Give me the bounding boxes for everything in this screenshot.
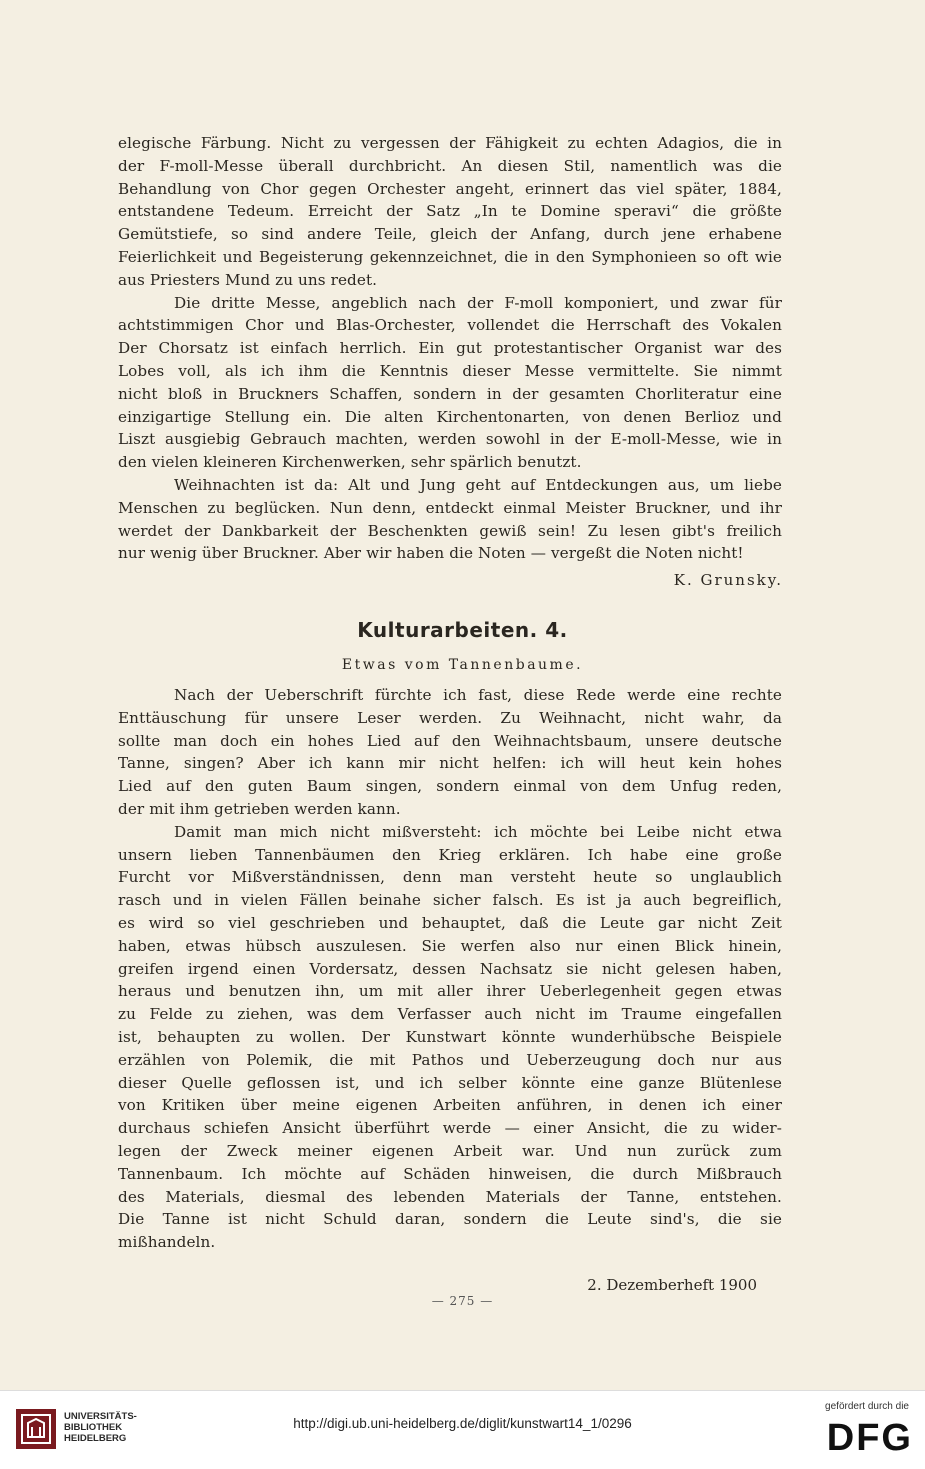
author-signature: K. Grunsky. (673, 571, 783, 589)
text-line: Menschen zu beglücken. Nun denn, entdeckt einmal Meister Bruckner, und ihr (118, 498, 782, 517)
text-line: Der Chorsatz ist einfach herrlich. Ein gut protestantischer Organist war des (118, 339, 782, 358)
text-line: werdet der Dankbarkeit der Beschenkten gewiß sein! Zu lesen gibt's freilich (118, 521, 782, 540)
text-line: haben, etwas hübsch auszulesen. Sie werfen also nur einen Blick hinein, (118, 936, 782, 955)
text-line: es wird so viel geschrieben und behauptet, daß die Leute gar nicht Zeit (118, 913, 782, 932)
text-line: Damit man mich nicht mißversteht: ich möchte bei Leibe nicht etwa (174, 822, 782, 841)
permalink-url[interactable]: http://digi.ub.uni-heidelberg.de/diglit/kunstwart14_1/0296 (293, 1416, 632, 1431)
dfg-logo[interactable]: DFG (826, 1417, 913, 1459)
text-line: Furcht vor Mißverständnissen, denn man versteht heute so unglaublich (118, 868, 782, 887)
text-line: rasch und in vielen Fällen beinahe sicher falsch. Es ist ja auch begreiflich, (118, 891, 782, 910)
text-line: dieser Quelle geflossen ist, und ich selber könnte eine ganze Blütenlese (118, 1073, 782, 1092)
text-line: Die dritte Messe, angeblich nach der F-moll komponiert, und zwar für (174, 293, 782, 312)
text-line: durchaus schiefen Ansicht überführt werde — einer Ansicht, die zu wider- (118, 1119, 782, 1138)
paragraph (118, 292, 782, 474)
viewer-footer (0, 1390, 925, 1469)
text-line: nur wenig über Bruckner. Aber wir haben die Noten — vergeßt die Noten nicht! (118, 544, 744, 563)
article-bruckner (118, 132, 782, 565)
text-line: Die Tanne ist nicht Schuld daran, sondern die Leute sind's, die sie (118, 1210, 782, 1229)
article-tannenbaum (118, 684, 782, 1254)
text-line: heraus und benutzen ihn, um mit aller ihrer Ueberlegenheit gegen etwas (118, 982, 782, 1001)
text-line: legen der Zweck meiner eigenen Arbeit war. Und nun zurück zum (118, 1141, 782, 1160)
text-line: des Materials, diesmal des lebenden Materials der Tanne, entstehen. (118, 1187, 782, 1206)
text-line: mißhandeln. (118, 1233, 216, 1252)
university-library-logo[interactable] (14, 1407, 154, 1457)
text-line: Liszt ausgiebig Gebrauch machten, werden sowohl in der E-moll-Messe, wie in (118, 430, 782, 449)
text-line: unsern lieben Tannenbäumen den Krieg erklären. Ich habe eine große (118, 845, 782, 864)
text-line: von Kritiken über meine eigenen Arbeiten anführen, in denen ich einer (118, 1096, 782, 1115)
paragraph (118, 132, 782, 292)
text-line: Enttäuschung für unsere Leser werden. Zu Weihnacht, nicht wahr, da (118, 708, 782, 727)
text-line: ist, behaupten zu wollen. Der Kunstwart könnte wunderhübsche Beispiele (118, 1027, 782, 1046)
text-line: einzigartige Stellung ein. Die alten Kirchentonarten, von denen Berlioz und (118, 407, 782, 426)
text-line: den vielen kleineren Kirchenwerken, sehr spärlich benutzt. (118, 453, 582, 472)
text-line: Tannenbaum. Ich möchte auf Schäden hinweisen, die durch Mißbrauch (118, 1164, 782, 1183)
article-subtitle: Etwas vom Tannenbaume. (341, 657, 584, 673)
text-line: Lied auf den guten Baum singen, sondern einmal von dem Unfug reden, (118, 777, 782, 796)
text-line: der F-moll-Messe überall durchbricht. An diesen Stil, namentlich was die (118, 156, 782, 175)
text-line: Feierlichkeit und Begeisterung gekennzeichnet, die in den Symphonieen so oft wie (118, 247, 782, 266)
text-line: achtstimmigen Chor und Blas-Orchester, vollendet die Herrschaft des Vokalen (118, 316, 782, 335)
text-line: Nach der Ueberschrift fürchte ich fast, diese Rede werde eine rechte (174, 686, 782, 704)
paragraph (118, 474, 782, 565)
text-line: aus Priesters Mund zu uns redet. (118, 270, 378, 289)
paragraph (118, 821, 782, 1254)
text-line: sollte man doch ein hohes Lied auf den Weihnachtsbaum, unsere deutsche (118, 731, 782, 750)
text-line: entstandene Tedeum. Erreicht der Satz „In te Domine speravi“ die größte (118, 202, 782, 221)
article-title: Kulturarbeiten. 4. (357, 618, 568, 642)
text-line: zu Felde zu ziehen, was dem Verfasser auch nicht im Traume eingefallen (118, 1005, 782, 1024)
text-line: der mit ihm getrieben werden kann. (118, 799, 401, 818)
text-line: Weihnachten ist da: Alt und Jung geht auf Entdeckungen aus, um liebe (174, 475, 782, 494)
text-line: Lobes voll, als ich ihm die Kenntnis dieser Messe vermittelte. Sie nimmt (118, 361, 782, 380)
page-number: — 275 — (431, 1294, 494, 1308)
text-line: Tanne, singen? Aber ich kann mir nicht helfen: ich will heut kein hohes (118, 754, 782, 773)
text-line: erzählen von Polemik, die mit Pathos und Ueberzeugung doch nur aus (118, 1050, 782, 1069)
text-line: Gemütstiefe, so sind andere Teile, gleich der Anfang, durch jene erhabene (118, 225, 782, 244)
funder-label: gefördert durch die (825, 1401, 909, 1412)
paragraph (118, 684, 782, 821)
text-line: Behandlung von Chor gegen Orchester angeht, erinnert das viel später, 1884, (118, 179, 782, 198)
issue-dateline: 2. Dezemberheft 1900 (587, 1276, 757, 1294)
library-name: UNIVERSITÄTS- BIBLIOTHEK HEIDELBERG (64, 1411, 137, 1444)
text-line: greifen irgend einen Vordersatz, dessen Nachsatz sie nicht gelesen haben, (118, 959, 782, 978)
text-line: elegische Färbung. Nicht zu vergessen der Fähigkeit zu echten Adagios, die in (118, 134, 782, 152)
text-line: nicht bloß in Bruckners Schaffen, sondern in der gesamten Chorliteratur eine (118, 384, 782, 403)
